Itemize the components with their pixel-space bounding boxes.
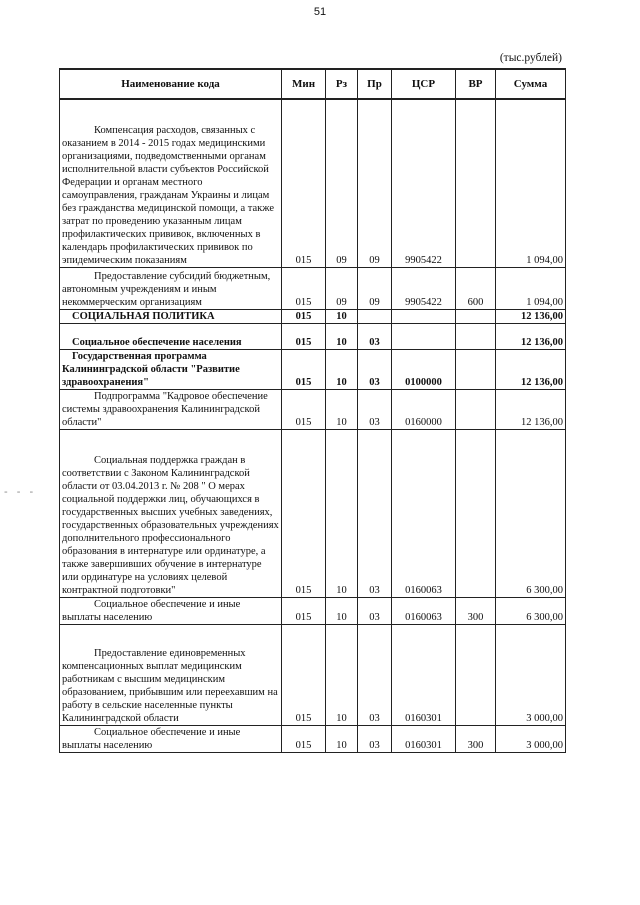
page-number: 51 xyxy=(313,6,327,18)
table-row xyxy=(60,390,566,430)
budget-table xyxy=(59,68,566,753)
cell-min: 015 xyxy=(282,726,326,753)
cell-sum: 6 300,00 xyxy=(496,598,566,625)
table-row xyxy=(60,350,566,390)
cell-csr: 9905422 xyxy=(392,99,456,268)
row-name-text: Социальное обеспечение и иные выплаты населению xyxy=(62,599,241,623)
cell-rz: 10 xyxy=(326,350,358,390)
row-name-text: СОЦИАЛЬНАЯ ПОЛИТИКА xyxy=(72,311,215,322)
units-label: (тыс.рублей) xyxy=(499,52,562,64)
cell-csr: 0160063 xyxy=(392,430,456,598)
row-name-text: Подпрограмма "Кадровое обеспечение системы здравоохранения Калининградской области" xyxy=(62,391,268,428)
cell-rz: 09 xyxy=(326,99,358,268)
cell-vr: 300 xyxy=(456,598,496,625)
cell-name xyxy=(60,350,282,390)
cell-sum: 1 094,00 xyxy=(496,268,566,310)
cell-name xyxy=(60,310,282,324)
table-header-row xyxy=(60,69,566,99)
cell-rz: 10 xyxy=(326,598,358,625)
header-rz: Рз xyxy=(326,69,358,99)
cell-min: 015 xyxy=(282,598,326,625)
cell-sum: 3 000,00 xyxy=(496,726,566,753)
cell-name xyxy=(60,726,282,753)
cell-sum: 12 136,00 xyxy=(496,324,566,350)
table-row xyxy=(60,268,566,310)
cell-min: 015 xyxy=(282,430,326,598)
table-row xyxy=(60,625,566,726)
cell-pr: 03 xyxy=(358,324,392,350)
row-name-text: Компенсация расходов, связанных с оказанием в 2014 - 2015 годах медицинскими организациями, подведомственными органам исполнительной власти субъектов Российской Федерации и органам местного самоуправления, гражданам Украины и лицам без гражданства медицинской помощи, а также затрат по проведению указанным лицам профилактических прививок, включенных в календарь профилактических прививок по эпидемическим показаниям xyxy=(62,125,274,266)
cell-rz: 10 xyxy=(326,324,358,350)
row-name-text: Социальная поддержка граждан в соответствии с Законом Калининградской области от 03.04.2013 г. № 208 " О мерах социальной поддержки лиц, обучающихся в государственных высших учебных заведениях, государственных образовательных учреждениях дополнительного профессионального образования в интернатуре или ординатуре, а также завершивших обучение в интернатуре или ординатуре на условиях целевой контрактной подготовки" xyxy=(62,455,279,596)
cell-pr xyxy=(358,310,392,324)
row-name-text: Предоставление единовременных компенсационных выплат медицинским работникам с высшим медицинским образованием, прибывшим или переехавшим на работу в сельские населенные пункты Калининградской области xyxy=(62,648,278,724)
cell-min: 015 xyxy=(282,625,326,726)
header-csr: ЦСР xyxy=(392,69,456,99)
header-vr: ВР xyxy=(456,69,496,99)
header-name: Наименование кода xyxy=(60,69,282,99)
cell-vr: 600 xyxy=(456,268,496,310)
cell-name xyxy=(60,268,282,310)
cell-csr: 0160301 xyxy=(392,625,456,726)
row-name-text: Социальное обеспечение и иные выплаты населению xyxy=(62,727,241,751)
cell-rz: 10 xyxy=(326,430,358,598)
cell-csr: 0160000 xyxy=(392,390,456,430)
row-name-text: Государственная программа Калининградской области "Развитие здравоохранения" xyxy=(62,351,240,388)
cell-name xyxy=(60,324,282,350)
cell-name xyxy=(60,390,282,430)
cell-pr: 03 xyxy=(358,625,392,726)
table-row xyxy=(60,598,566,625)
table-row xyxy=(60,726,566,753)
cell-csr: 0160063 xyxy=(392,598,456,625)
cell-min: 015 xyxy=(282,268,326,310)
cell-pr: 03 xyxy=(358,598,392,625)
table-row xyxy=(60,99,566,268)
header-sum: Сумма xyxy=(496,69,566,99)
cell-csr: 0100000 xyxy=(392,350,456,390)
table-row xyxy=(60,324,566,350)
cell-rz: 10 xyxy=(326,726,358,753)
cell-min: 015 xyxy=(282,390,326,430)
cell-rz: 09 xyxy=(326,268,358,310)
cell-sum: 12 136,00 xyxy=(496,390,566,430)
cell-name xyxy=(60,598,282,625)
cell-vr xyxy=(456,390,496,430)
margin-mark: - - - xyxy=(4,486,37,498)
cell-name xyxy=(60,99,282,268)
cell-sum: 6 300,00 xyxy=(496,430,566,598)
cell-name xyxy=(60,625,282,726)
cell-min: 015 xyxy=(282,310,326,324)
cell-name xyxy=(60,430,282,598)
cell-sum: 12 136,00 xyxy=(496,350,566,390)
cell-csr xyxy=(392,324,456,350)
cell-csr xyxy=(392,310,456,324)
table-row xyxy=(60,430,566,598)
header-pr: Пр xyxy=(358,69,392,99)
cell-min: 015 xyxy=(282,99,326,268)
cell-min: 015 xyxy=(282,350,326,390)
cell-csr: 0160301 xyxy=(392,726,456,753)
cell-rz: 10 xyxy=(326,625,358,726)
cell-sum: 3 000,00 xyxy=(496,625,566,726)
cell-pr: 03 xyxy=(358,350,392,390)
cell-pr: 03 xyxy=(358,390,392,430)
cell-pr: 09 xyxy=(358,99,392,268)
cell-pr: 03 xyxy=(358,430,392,598)
row-name-text: Предоставление субсидий бюджетным, автономным учреждениям и иным некоммерческим организациям xyxy=(62,271,271,308)
cell-pr: 09 xyxy=(358,268,392,310)
cell-vr xyxy=(456,99,496,268)
cell-vr: 300 xyxy=(456,726,496,753)
cell-pr: 03 xyxy=(358,726,392,753)
header-min: Мин xyxy=(282,69,326,99)
cell-sum: 1 094,00 xyxy=(496,99,566,268)
cell-vr xyxy=(456,350,496,390)
cell-vr xyxy=(456,430,496,598)
cell-rz: 10 xyxy=(326,390,358,430)
cell-vr xyxy=(456,625,496,726)
cell-min: 015 xyxy=(282,324,326,350)
cell-vr xyxy=(456,324,496,350)
cell-sum: 12 136,00 xyxy=(496,310,566,324)
row-name-text: Социальное обеспечение населения xyxy=(72,337,242,348)
cell-rz: 10 xyxy=(326,310,358,324)
table-row xyxy=(60,310,566,324)
cell-vr xyxy=(456,310,496,324)
cell-csr: 9905422 xyxy=(392,268,456,310)
